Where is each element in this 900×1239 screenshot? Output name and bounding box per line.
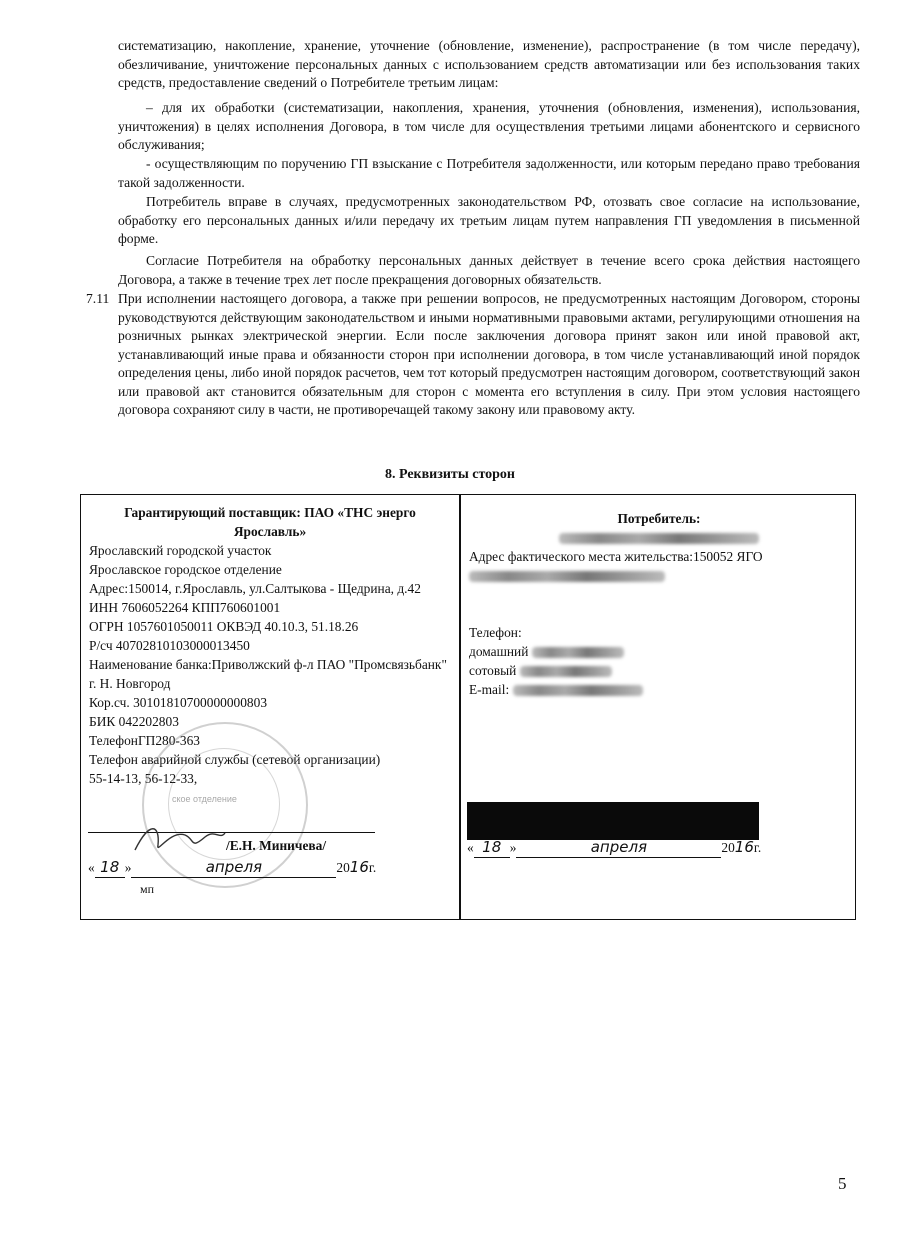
paragraph-consent-duration: Согласие Потребителя на обработку персональных данных действует в течение всего срока действия настоящего Договора, а также в течение трех лет после прекращения договорных обязательств. bbox=[118, 253, 860, 287]
stamp-text: ское отделение bbox=[172, 794, 237, 804]
date-year-suffix: 16 bbox=[349, 858, 369, 876]
date-month: апреля bbox=[516, 838, 721, 858]
supplier-emergency-label: Телефон аварийной службы (сетевой организации) bbox=[89, 752, 381, 767]
date-quote-open: « bbox=[467, 840, 474, 855]
supplier-header: Гарантирующий поставщик: ПАО «ТНС энерго Ярославль» bbox=[124, 505, 416, 539]
email-label: E-mail: bbox=[469, 682, 510, 697]
seal-place-label: мп bbox=[140, 882, 155, 896]
home-phone-label: домашний bbox=[469, 644, 529, 659]
supplier-signatory: /Е.Н. Миничева/ bbox=[226, 838, 327, 853]
consumer-header: Потребитель: bbox=[617, 511, 701, 526]
supplier-date bbox=[88, 858, 376, 878]
date-year-suffix: 16 bbox=[734, 838, 754, 856]
date-end: г. bbox=[753, 840, 762, 855]
date-quote-open: « bbox=[88, 860, 95, 875]
supplier-corr-account: Кор.сч. 30101810700000000803 bbox=[89, 695, 268, 710]
section-title: 8. Реквизиты сторон bbox=[384, 467, 516, 482]
supplier-phone: ТелефонГП280-363 bbox=[89, 733, 200, 748]
date-end: г. bbox=[368, 860, 377, 875]
paragraph-clause-7-11: При исполнении настоящего договора, а также при решении вопросов, не предусмотренных настоящим Договором, стороны руководствуются действующим законодательством и иными нормативными правовыми актами, регулирующими отношения на розничных рынках электрической энергии. Если после заключения договора принят закон или иной правовой акт, устанавливающий иные права и обязанности сторон при исполнении договора, в том числе устанавливающий иной порядок определения цены, либо иной порядок расчетов, чем тот который предусмотрен настоящим договором, соответствующий закон или правовой акт становится обязательным для сторон с момента его вступления в силу. При этом условия настоящего договора сохраняют силу в части, не противоречащей такому закону или правовому акту. bbox=[118, 291, 860, 417]
spacer bbox=[469, 585, 849, 623]
consumer-address-redacted bbox=[469, 566, 849, 585]
page-number: 5 bbox=[838, 1174, 847, 1193]
supplier-bik: БИК 042202803 bbox=[89, 714, 179, 729]
consumer-signature-redacted bbox=[467, 802, 759, 840]
consumer-mobile-phone bbox=[469, 661, 849, 680]
date-year-prefix: 20 bbox=[336, 860, 350, 875]
consumer-date bbox=[467, 838, 761, 858]
supplier-emergency-phones: 55-14-13, 56-12-33, bbox=[89, 771, 198, 786]
consumer-home-phone bbox=[469, 642, 849, 661]
date-year-prefix: 20 bbox=[721, 840, 735, 855]
column-divider bbox=[459, 495, 461, 919]
supplier-signature-icon bbox=[130, 815, 230, 860]
consumer-name-redacted bbox=[469, 528, 849, 547]
clause-number: 7.11 bbox=[86, 291, 110, 306]
paragraph-consent-withdrawal: Потребитель вправе в случаях, предусмотренных законодательством РФ, отозвать свое согласие на использование, обработку его персональных данных и/или передачу их третьим лицам путем направления ГП уведомления в письменной форме. bbox=[118, 194, 860, 246]
date-day: 18 bbox=[95, 858, 125, 878]
date-month: апреля bbox=[131, 858, 336, 878]
paragraph-debt-collection: - осуществляющим по поручению ГП взыскание с Потребителя задолженности, или которым передано право требования такой задолженности. bbox=[118, 156, 860, 190]
consumer-phone-label: Телефон: bbox=[469, 625, 522, 640]
consumer-address: Адрес фактического места жительства:150052 ЯГО bbox=[469, 549, 763, 564]
mobile-phone-label: сотовый bbox=[469, 663, 517, 678]
supplier-address: Адрес:150014, г.Ярославль, ул.Салтыкова - Щедрина, д.42 bbox=[89, 581, 421, 596]
supplier-account: Р/сч 40702810103000013450 bbox=[89, 638, 250, 653]
paragraph-consent-actions: систематизацию, накопление, хранение, уточнение (обновление, изменение), распространение (в том числе передачу), обезличивание, уничтожение персональных данных с использованием средств автоматизации или без использования таких средств, предоставление сведений о Потребителе третьим лицам: bbox=[118, 38, 860, 90]
consumer-column bbox=[469, 509, 849, 699]
date-day: 18 bbox=[474, 838, 510, 858]
date-quote-close: » bbox=[509, 840, 517, 855]
consumer-email bbox=[469, 680, 849, 699]
paragraph-processing-purpose: – для их обработки (систематизации, накопления, хранения, уточнения (обновления, изменения), использования, уничтожения) в целях исполнения Договора, в том числе для осуществления третьими лицами абонентского и сервисного обслуживания; bbox=[118, 100, 860, 152]
date-quote-close: » bbox=[124, 860, 132, 875]
supplier-line: Ярославский городской участок bbox=[89, 543, 272, 558]
supplier-ogrn: ОГРН 1057601050011 ОКВЭД 40.10.3, 51.18.26 bbox=[89, 619, 359, 634]
supplier-inn: ИНН 7606052264 КПП760601001 bbox=[89, 600, 281, 615]
supplier-bank: Наименование банка:Приволжский ф-л ПАО "Промсвязьбанк" г. Н. Новгород bbox=[89, 657, 447, 691]
supplier-line: Ярославское городское отделение bbox=[89, 562, 282, 577]
